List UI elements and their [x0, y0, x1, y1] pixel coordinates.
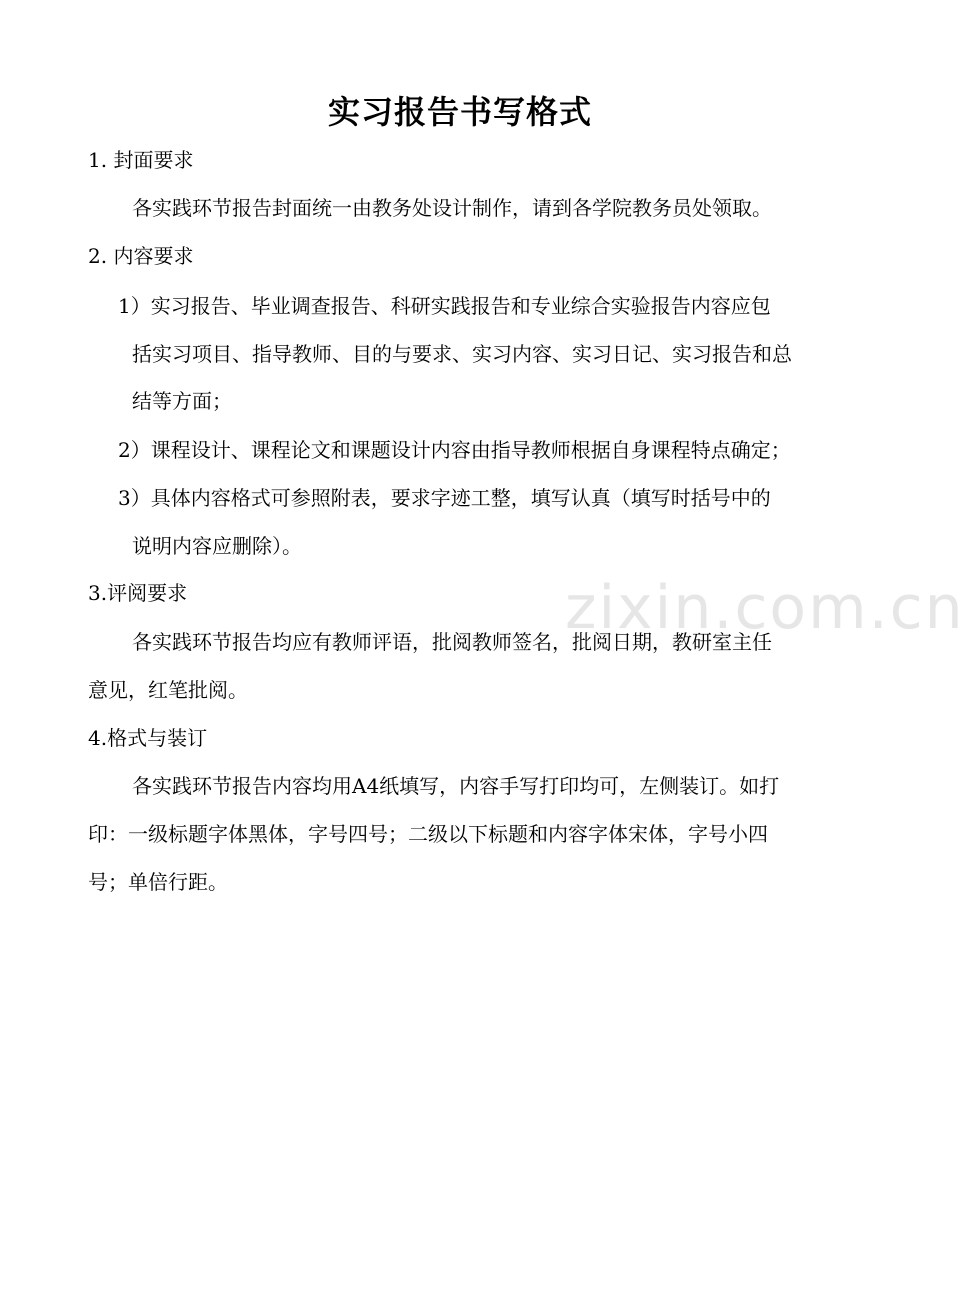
content-item-1-line: 1）实习报告、毕业调查报告、科研实践报告和专业综合实验报告内容应包	[118, 294, 771, 318]
cover-paragraph-line: 各实践环节报告封面统一由教务处设计制作，请到各学院教务员处领取。	[132, 196, 772, 220]
review-paragraph-line: 意见，红笔批阅。	[88, 678, 248, 702]
section-heading-review: 3.评阅要求	[88, 581, 188, 605]
watermark-text: zixin.com.cn	[565, 573, 965, 643]
content-item-3-line: 说明内容应删除）。	[132, 534, 302, 558]
review-paragraph-line: 各实践环节报告均应有教师评语，批阅教师签名，批阅日期，教研室主任	[132, 630, 772, 654]
section-heading-format-binding: 4.格式与装订	[88, 726, 208, 750]
content-item-2-line: 2）课程设计、课程论文和课题设计内容由指导教师根据自身课程特点确定；	[118, 438, 791, 462]
document-title: 实习报告书写格式	[327, 93, 592, 131]
content-item-1-line: 括实习项目、指导教师、目的与要求、实习内容、实习日记、实习报告和总	[132, 342, 792, 366]
content-item-3-line: 3）具体内容格式可参照附表，要求字迹工整，填写认真（填写时括号中的	[118, 486, 771, 510]
section-heading-cover: 1. 封面要求	[88, 148, 194, 172]
section-heading-content: 2. 内容要求	[88, 244, 194, 268]
content-item-1-line: 结等方面；	[132, 389, 232, 413]
format-paragraph-line: 号；单倍行距。	[88, 870, 228, 894]
format-paragraph-line: 各实践环节报告内容均用A4纸填写，内容手写打印均可，左侧装订。如打	[132, 774, 780, 798]
format-paragraph-line: 印：一级标题字体黑体，字号四号；二级以下标题和内容字体宋体，字号小四	[88, 822, 768, 846]
